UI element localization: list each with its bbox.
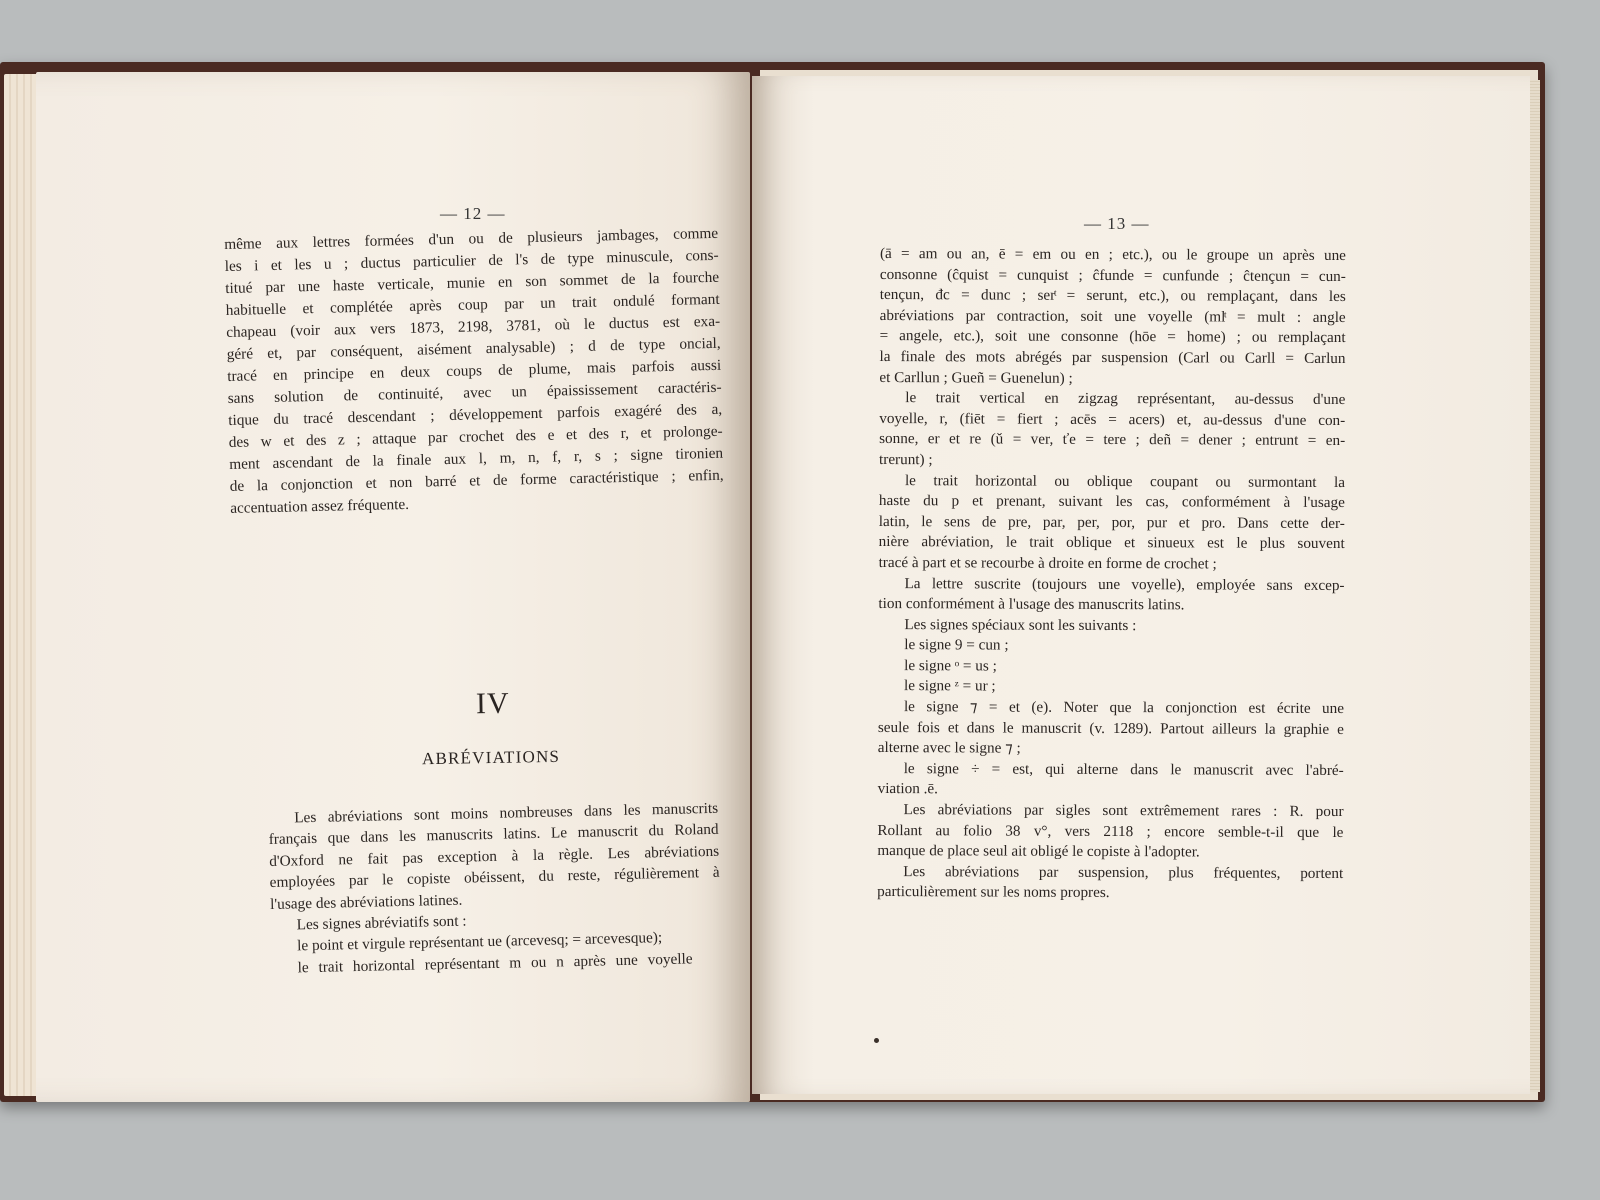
text-line: alterne avec le signe ⁊ ; [877,739,1021,757]
text-line: (ā = am ou an, ē = em ou en ; etc.), ou le groupe un après une [879,244,1346,265]
text-line: tençun, đc = dunc ; serͭ = serunt, etc.), ou remplaçant, dans les [879,286,1346,306]
text-line: = angele, etc.), soit une consonne (hōe = home) ; ou remplaçant [879,327,1346,347]
text-line: l'usage des abréviations latines. [269,891,463,913]
text-line: habituelle et complétée après coup par un trait ondulé formant [225,290,720,319]
text-line: le signe ÷ = est, qui alterne dans le manuscrit avec l'abré- [903,759,1344,779]
text-line: tion conformément à l'usage des manuscrits latins. [878,595,1185,614]
text-line: le trait horizontal ou oblique coupant ou surmontant la [904,471,1346,491]
chapter-title: ABRÉVIATIONS [421,746,561,769]
ink-dot [874,1038,879,1043]
text-line: tique du tracé descendant ; développement parfois exagéré des a, [228,400,723,429]
text-line: Les abréviations sont moins nombreuses dans les manuscrits [294,799,719,827]
right-text-block [877,244,1346,905]
text-line: même aux lettres formées d'un ou de plusieurs jambages, comme [224,224,719,253]
text-line: le trait horizontal représentant m ou n après une voyelle [297,950,693,977]
left-paragraph-2 [268,798,722,979]
text-line: manque de place seul ait obligé le copiste à l'adopter. [877,842,1200,861]
text-line: particulièrement sur les noms propres. [877,883,1110,902]
text-line: titué par une haste verticale, munie en son sommet de la fourche [225,268,720,297]
text-line: le point et virgule représentant ue (arcevesq; = arcevesque); [296,929,663,955]
text-line: nière abréviation, le trait oblique et sinueux est le plus souvent [878,533,1345,553]
text-line: le signe 9 = cun ; [904,636,1009,654]
page-number-12: — 12 — [440,204,506,223]
text-line: La lettre suscrite (toujours une voyelle), employée sans excep- [904,574,1345,594]
text-line: les i et les u ; ductus particulier de l's de type minuscule, cons- [224,246,719,275]
text-line: latin, le sens de pre, par, per, por, pur et pro. Dans cette der- [878,512,1345,532]
text-line: sans solution de continuité, avec un épaississement caractéris- [227,378,722,407]
text-line: et Carllun ; Gueñ = Guenelun) ; [879,368,1073,387]
left-page [36,72,750,1102]
text-line: le trait vertical en zigzag représentant, au-dessus d'une [905,389,1346,409]
text-line: viation .ē. [877,780,938,798]
text-line: Rollant au folio 38 v°, vers 2118 ; encore semble-t-il que le [877,821,1344,841]
text-line: abréviations par contraction, soit une voyelle (mlͭ = mult : angle [879,306,1346,326]
text-line: employées par le copiste obéissent, du reste, régulièrement à [269,863,720,892]
text-line: accentuation assez fréquente. [230,495,410,517]
text-line: chapeau (voir aux vers 1873, 2198, 3781, où le ductus est exa- [226,312,721,341]
text-line: Les abréviations par suspension, plus fréquentes, portent [903,862,1344,882]
page-number-13: — 13 — [1084,214,1150,233]
text-line: français que dans les manuscrits latins. Le manuscrit du Roland [268,821,719,849]
text-line: Les abréviations par sigles sont extrêmement rares : R. pour [903,801,1344,821]
text-line: voyelle, r, (fiēt = fiert ; acēs = acers) et, au-dessus d'une con- [879,409,1346,429]
text-line: Les signes spéciaux sont les suivants : [904,615,1137,634]
text-line: des w et des z ; attaque par crochet des e et des r, et prolonge- [228,422,723,451]
text-line: tracé en principe en deux coups de plume, mais parfois aussi [227,356,722,385]
text-line: le signe ⁊ = et (e). Noter que la conjonction est écrite une [903,698,1345,718]
right-page [752,76,1530,1094]
text-line: seule fois et dans le manuscrit (v. 1289). Partout ailleurs la graphie e [877,718,1344,738]
text-line: ment ascendant de la finale aux l, m, n, f, r, s ; signe tironien [229,444,724,473]
chapter-number: IV [475,686,510,721]
text-line: tracé à part et se recourbe à droite en forme de crochet ; [878,553,1217,573]
text-line: haste du p et prenant, suivant les cas, conformément à l'usage [878,492,1345,512]
text-line: Les signes abréviatifs sont : [296,912,467,934]
text-line: la finale des mots abrégés par suspension (Carl ou Carll = Carlun [879,347,1346,368]
text-line: trerunt) ; [879,450,933,469]
text-line: de la conjonction et non barré et de forme caractéristique ; enfin, [229,466,724,495]
text-line: d'Oxford ne fait pas exception à la règle. Les abréviations [269,842,720,870]
left-paragraph-1 [224,223,724,520]
text-line: consonne (ĉquist = cunquist ; ĉfunde = cunfunde ; ĉtençun = cun- [879,265,1346,285]
text-line: géré et, par conséquent, aisément analysable) ; d de type oncial, [226,334,721,363]
text-line: le signe ᵒ = us ; [904,656,997,675]
text-line: le signe ᶻ = ur ; [904,677,996,695]
text-line: sonne, er et re (ǔ = ver, ťe = tere ; deñ = dener ; entrunt = en- [879,430,1346,450]
